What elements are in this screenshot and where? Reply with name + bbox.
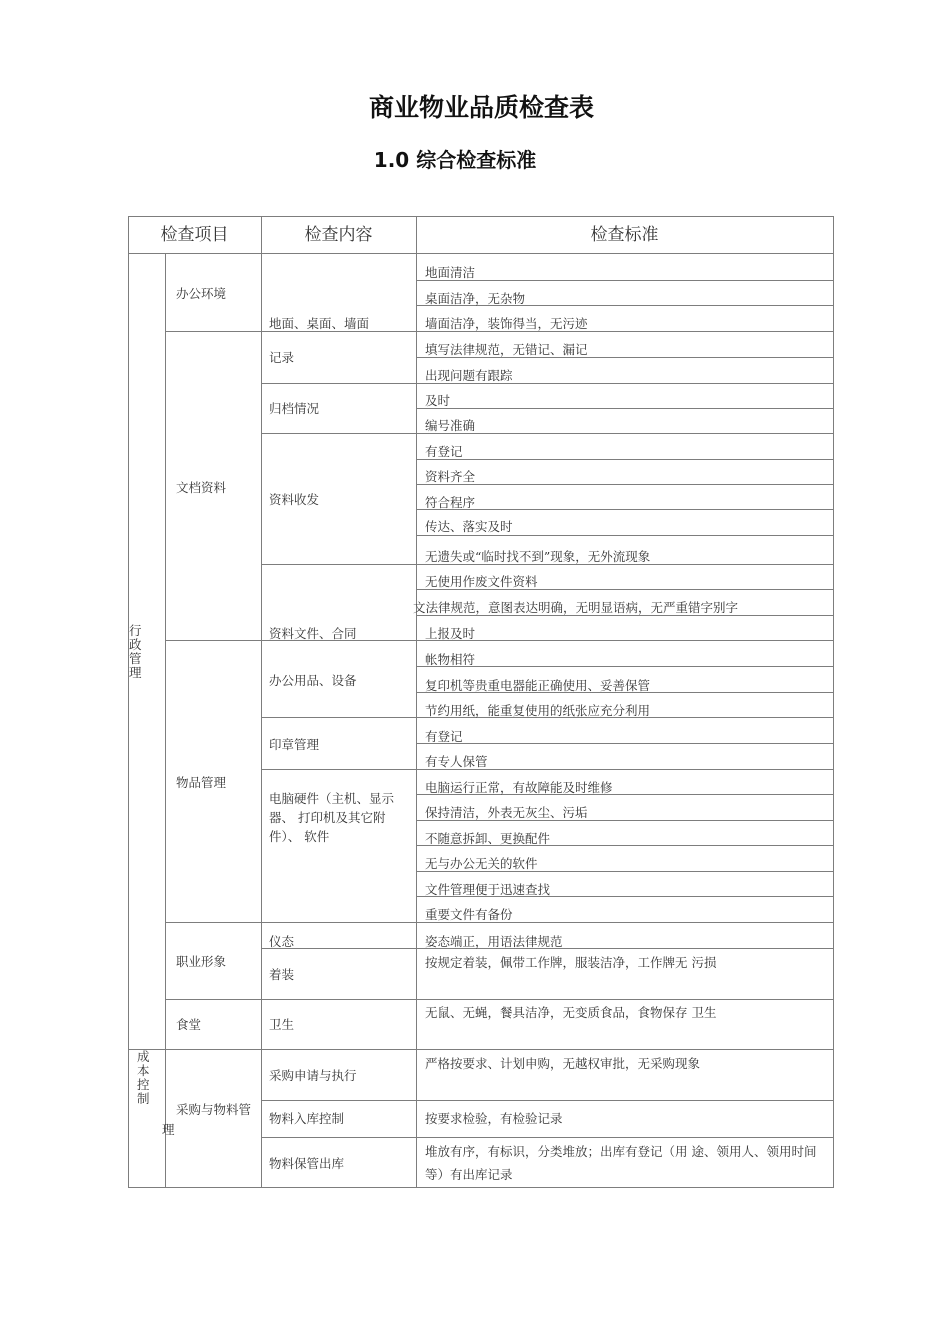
- row-line: [261, 383, 834, 384]
- page-title: 商业物业品质检查表: [368, 93, 594, 122]
- category-cost: 成本控制: [137, 1049, 150, 1106]
- standard-text: 资料齐全: [425, 469, 476, 484]
- row-line: [261, 769, 834, 770]
- row-line: [416, 280, 834, 281]
- standard-text: 电脑运行正常，有故障能及时维修: [425, 780, 613, 795]
- content-archive: 归档情况: [269, 401, 320, 416]
- standard-text: 姿态端正，用语法律规范: [425, 934, 563, 949]
- row-line: [261, 433, 834, 434]
- standard-text: 墙面洁净，装饰得当，无污迹: [425, 316, 588, 331]
- standard-text: 无使用作废文件资料: [425, 574, 538, 589]
- subcategory-material: 物品管理: [176, 775, 227, 790]
- standard-text: 上报及时: [425, 626, 476, 641]
- subcategory-office-env: 办公环境: [176, 286, 227, 301]
- standard-text: 严格按要求、计划申购，无越权审批，无采购现象: [425, 1056, 701, 1071]
- header-bottom-line: [128, 253, 834, 254]
- row-line: [416, 589, 834, 590]
- standard-text: 有登记: [425, 729, 463, 744]
- content-office-supplies: 办公用品、设备: [269, 673, 357, 688]
- subcategory-canteen: 食堂: [176, 1017, 202, 1032]
- standard-text: 符合程序: [425, 495, 476, 510]
- row-line: [165, 640, 834, 641]
- category-column-divider: [165, 254, 166, 1187]
- standard-text: 按要求检验，有检验记录: [425, 1111, 563, 1126]
- standard-text: 节约用纸，能重复使用的纸张应充分利用: [425, 703, 651, 718]
- standard-text: 有登记: [425, 444, 463, 459]
- row-line: [165, 999, 834, 1000]
- standard-text: 按规定着装，佩带工作牌，服装洁净，工作牌无 污损: [425, 955, 717, 970]
- content-inbound: 物料入库控制: [269, 1111, 345, 1126]
- content-floor-desk-wall: 地面、桌面、墙面: [269, 316, 370, 331]
- content-seal: 印章管理: [269, 737, 320, 752]
- subcategory-documents: 文档资料: [176, 480, 227, 495]
- row-line: [416, 357, 834, 358]
- content-purchase-exec: 采购申请与执行: [269, 1068, 357, 1083]
- standard-text: 及时: [425, 393, 451, 408]
- row-line: [416, 666, 834, 667]
- content-docs-contracts: 资料文件、合同: [269, 626, 357, 641]
- standard-text: 复印机等贵重电器能正确使用、妥善保管: [425, 678, 651, 693]
- standard-text: 填写法律规范，无错记、漏记: [425, 342, 588, 357]
- table-border-left: [128, 216, 129, 1187]
- content-manner: 仪态: [269, 934, 295, 949]
- standard-text: 不随意拆卸、更换配件: [425, 831, 551, 846]
- subcategory-purchase: 采购与物料管理: [162, 1102, 252, 1137]
- standard-text: 编号准确: [425, 418, 476, 433]
- content-dress: 着装: [269, 967, 295, 982]
- row-line: [416, 408, 834, 409]
- table-border-top: [128, 216, 834, 217]
- content-hygiene: 卫生: [269, 1017, 295, 1032]
- row-line: [416, 743, 834, 744]
- standard-text: 传达、落实及时: [425, 519, 513, 534]
- standard-text: 无鼠、无蝇，餐具洁净，无变质食品，食物保存 卫生: [425, 1005, 717, 1020]
- row-line: [416, 871, 834, 872]
- content-column-divider: [416, 216, 417, 1187]
- standard-text: 无遗失或“临时找不到”现象，无外流现象: [425, 549, 651, 564]
- header-check-standard: 检查标准: [590, 225, 659, 245]
- row-line: [416, 484, 834, 485]
- standard-text: 帐物相符: [425, 652, 476, 667]
- category-separator: [128, 1049, 834, 1050]
- standard-text: 桌面洁净，无杂物: [425, 291, 526, 306]
- row-line: [261, 1137, 834, 1138]
- page-subtitle: 1.0 综合检查标准: [373, 148, 537, 172]
- row-line: [416, 615, 834, 616]
- row-line: [165, 922, 834, 923]
- header-check-item: 检查项目: [160, 225, 229, 245]
- standard-text: 重要文件有备份: [425, 907, 513, 922]
- row-line: [165, 331, 834, 332]
- header-check-content: 检查内容: [304, 225, 373, 245]
- category-admin: 行政管理: [129, 623, 142, 680]
- standard-text: 堆放有序，有标识，分类堆放；出库有登记（用 途、领用人、领用时间等）有出库记录: [425, 1144, 817, 1182]
- row-line: [416, 509, 834, 510]
- row-line: [416, 820, 834, 821]
- standard-text: 有专人保管: [425, 754, 488, 769]
- standard-text: 出现问题有跟踪: [425, 368, 513, 383]
- row-line: [261, 564, 834, 565]
- table-border-bottom: [128, 1187, 834, 1188]
- content-record: 记录: [269, 350, 295, 365]
- standard-text: 文件管理便于迅速查找: [425, 882, 551, 897]
- content-computer: 电脑硬件（主机、显示器、 打印机及其它附件）、 软件: [269, 791, 395, 844]
- subcategory-image: 职业形象: [176, 954, 227, 969]
- standard-text: 文法律规范，意图表达明确，无明显语病，无严重错字别字: [413, 600, 739, 615]
- row-line: [416, 459, 834, 460]
- content-storage: 物料保管出库: [269, 1156, 345, 1171]
- subcategory-column-divider: [261, 254, 262, 1187]
- standard-text: 无与办公无关的软件: [425, 856, 538, 871]
- table-border-right: [833, 216, 834, 1187]
- row-line: [416, 535, 834, 536]
- row-line: [261, 1100, 834, 1101]
- content-send-receive: 资料收发: [269, 492, 320, 507]
- standard-text: 保持清洁，外表无灰尘、污垢: [425, 805, 588, 820]
- standard-text: 地面清洁: [425, 265, 476, 280]
